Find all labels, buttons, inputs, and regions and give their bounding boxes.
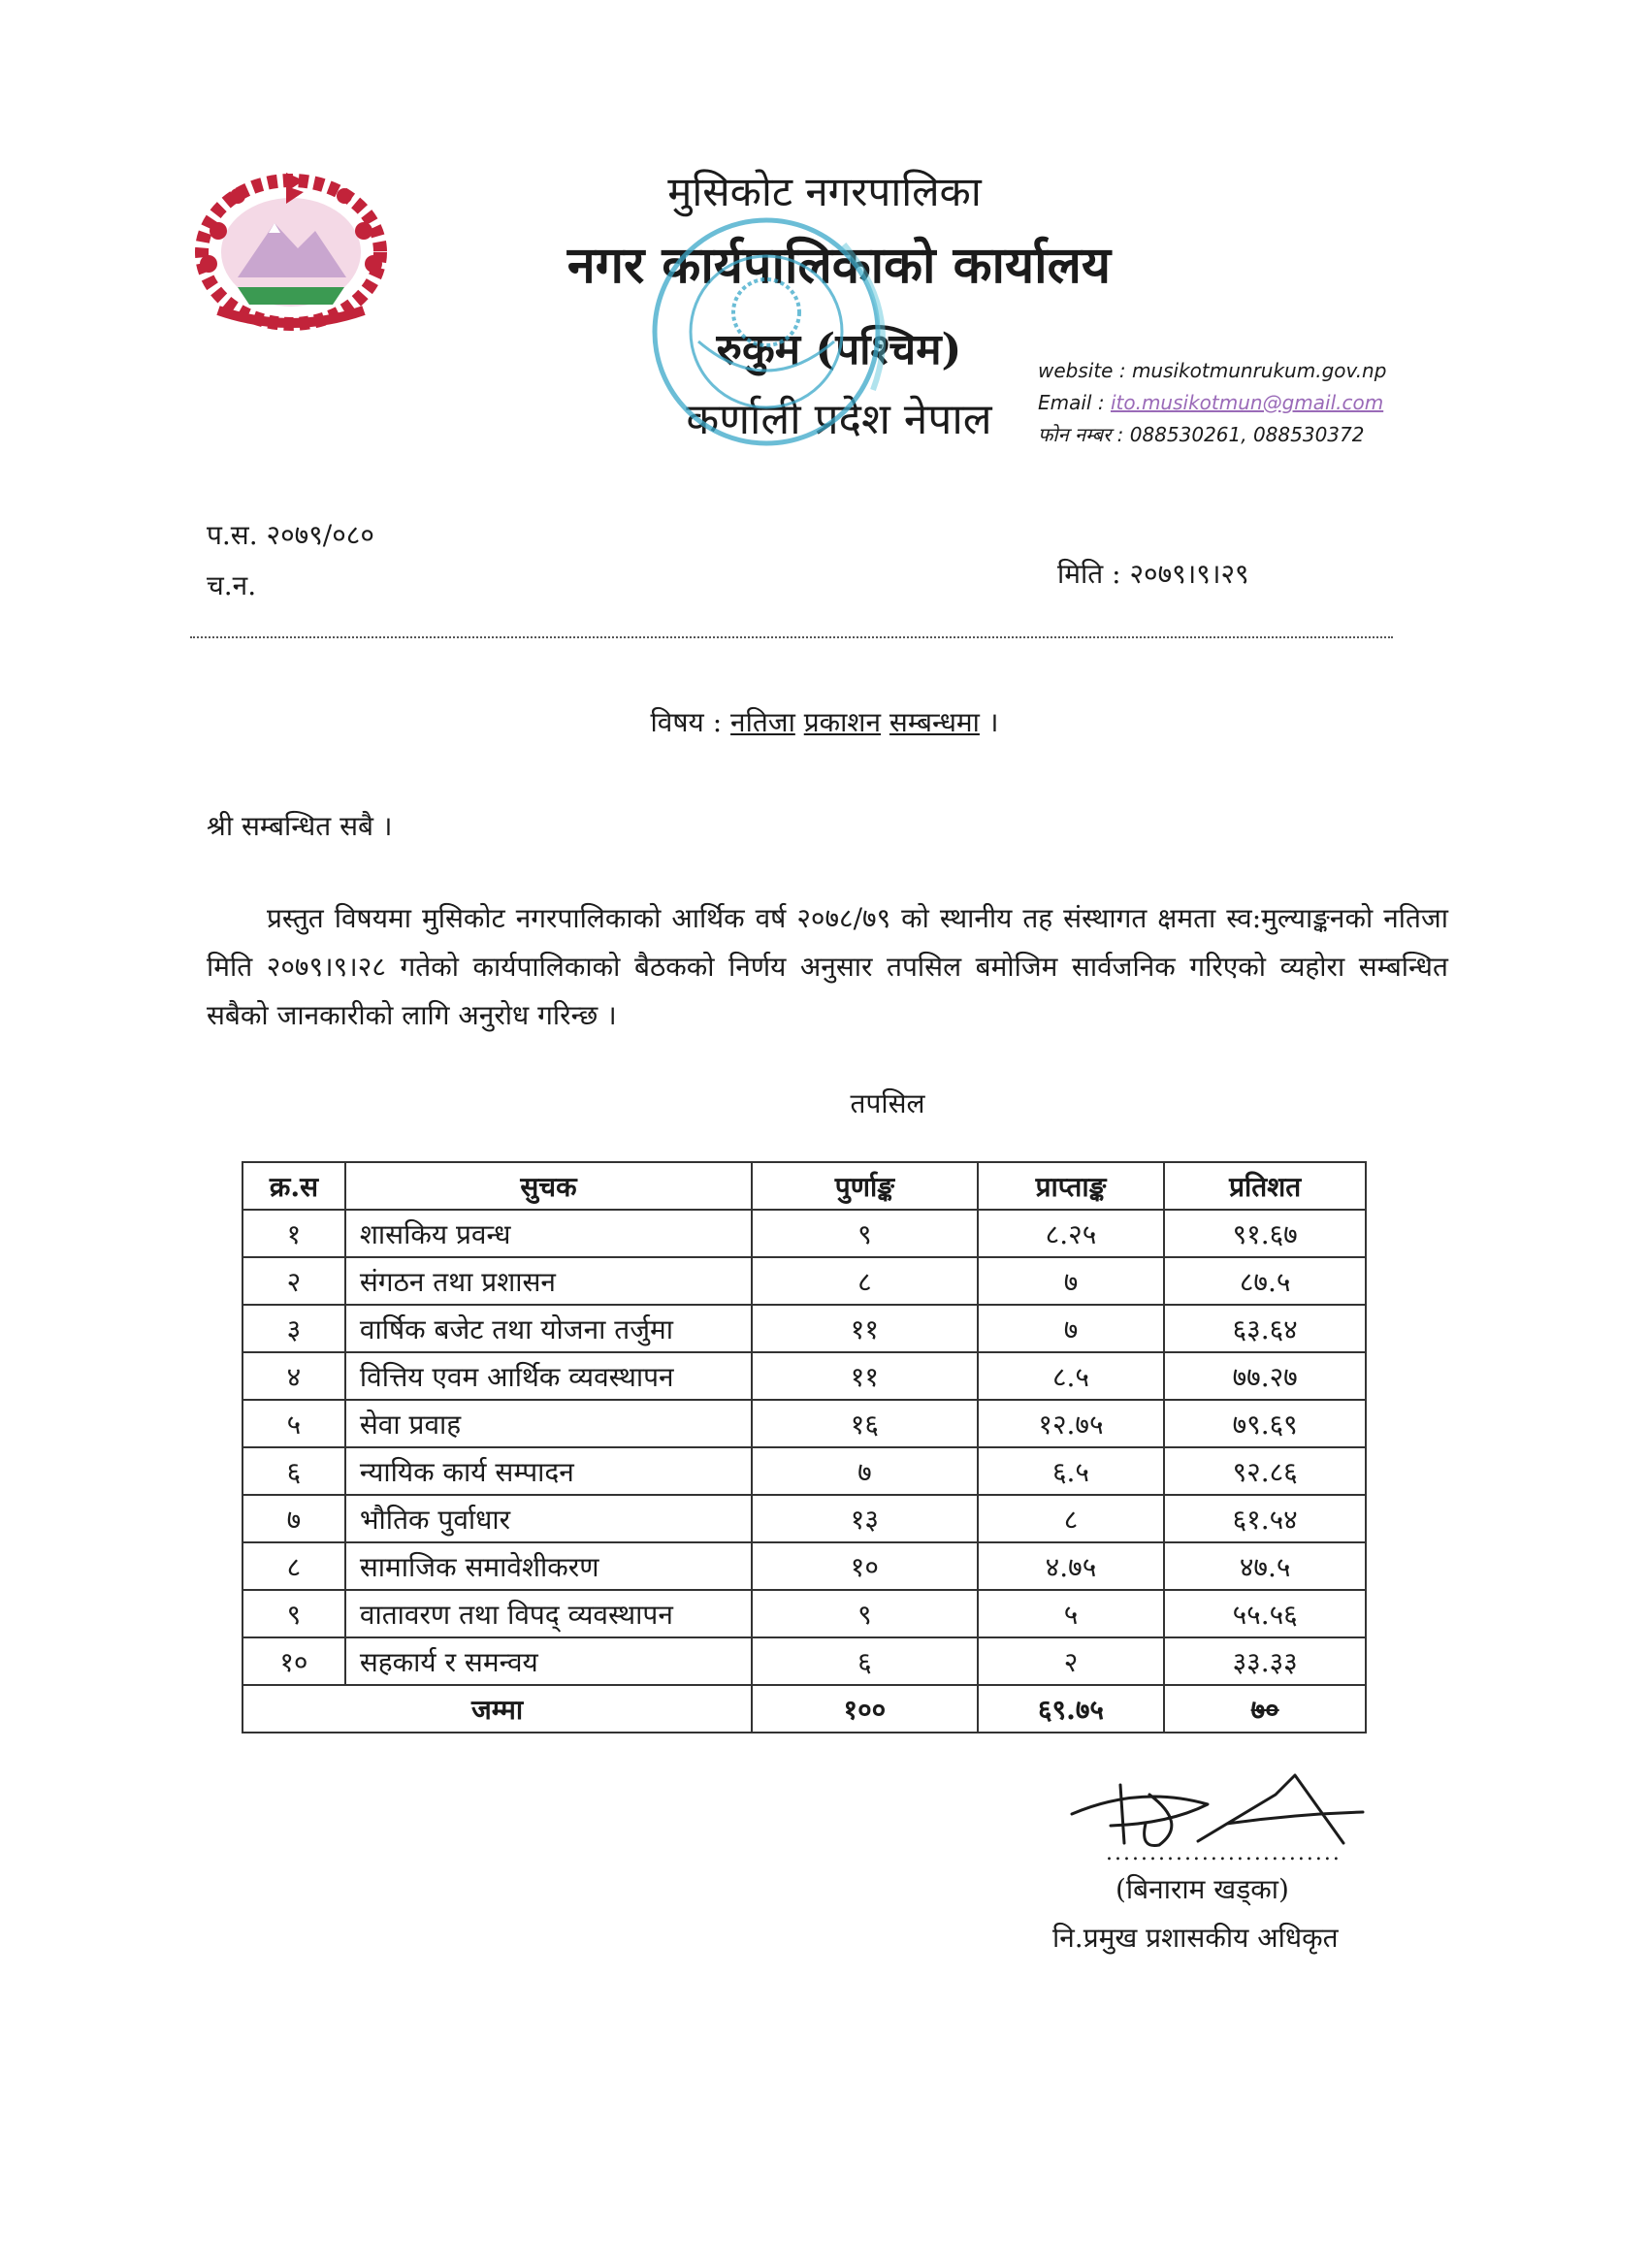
email-link[interactable]: ito.musikotmun@gmail.com	[1110, 391, 1384, 414]
website-line	[1038, 355, 1445, 387]
cell-indicator: सामाजिक समावेशीकरण	[345, 1542, 752, 1590]
header-percent: प्रतिशत	[1164, 1162, 1366, 1210]
phone-value: 088530261, 088530372	[1129, 423, 1365, 446]
cell-full: ६	[752, 1637, 978, 1685]
office-name: नगर कार्यपालिकाको कार्यालय	[566, 236, 1112, 295]
cell-sn: ७	[242, 1495, 345, 1542]
email-line	[1038, 387, 1445, 419]
cell-indicator: वातावरण तथा विपद् व्यवस्थापन	[345, 1590, 752, 1637]
cell-percent: ७९.६९	[1164, 1400, 1366, 1447]
cell-obtained: ७	[978, 1305, 1165, 1352]
letter-date: मिति : २०७९।९।२९	[1057, 558, 1249, 590]
subject-word: प्रकाशन	[803, 706, 882, 738]
cell-indicator: शासकिय प्रवन्ध	[345, 1210, 752, 1257]
table-row	[242, 1257, 1366, 1305]
cell-obtained: ८	[978, 1495, 1165, 1542]
table-row	[242, 1637, 1366, 1685]
cell-obtained: ८.२५	[978, 1210, 1165, 1257]
signatory-title: नि.प्रमुख प्रशासकीय अधिकृत	[1052, 1922, 1339, 1954]
cell-full: ११	[752, 1352, 978, 1400]
subject-label: विषय :	[650, 706, 723, 738]
letter-number: प.स. २०७९/०८०	[207, 519, 374, 551]
cell-indicator: वित्तिय एवम आर्थिक व्यवस्थापन	[345, 1352, 752, 1400]
table-row	[242, 1400, 1366, 1447]
table-row	[242, 1542, 1366, 1590]
subject-line	[0, 703, 1649, 740]
cell-percent: ७७.२७	[1164, 1352, 1366, 1400]
total-percent: ७०	[1164, 1685, 1366, 1733]
contact-block	[1038, 355, 1445, 451]
table-header-row	[242, 1162, 1366, 1210]
cell-sn: ६	[242, 1447, 345, 1495]
subject-word: सम्बन्धमा	[889, 706, 980, 738]
phone-label: फोन नम्बर :	[1038, 423, 1124, 446]
cell-sn: ८	[242, 1542, 345, 1590]
cell-percent: ३३.३३	[1164, 1637, 1366, 1685]
cell-sn: २	[242, 1257, 345, 1305]
subject-word: नतिजा	[730, 706, 795, 738]
table-total-row	[242, 1685, 1366, 1733]
cell-percent: ५५.५६	[1164, 1590, 1366, 1637]
salutation: श्री सम्बन्धित सबै ।	[207, 810, 393, 842]
office-stamp-icon	[640, 206, 922, 468]
cell-indicator: सेवा प्रवाह	[345, 1400, 752, 1447]
cell-sn: ५	[242, 1400, 345, 1447]
table-row	[242, 1495, 1366, 1542]
municipality-name: मुसिकोट नगरपालिका	[667, 168, 982, 215]
district-name: रुकुम (पश्चिम)	[716, 325, 962, 374]
cell-indicator: सहकार्य र समन्वय	[345, 1637, 752, 1685]
cell-full: १६	[752, 1400, 978, 1447]
website-value: musikotmunrukum.gov.np	[1131, 359, 1387, 382]
cell-percent: ८७.५	[1164, 1257, 1366, 1305]
cell-sn: १	[242, 1210, 345, 1257]
cell-sn: १०	[242, 1637, 345, 1685]
table-caption: तपसिल	[850, 1087, 925, 1119]
province-name: कर्णाली प्रदेश नेपाल	[686, 395, 992, 444]
total-full: १००	[752, 1685, 978, 1733]
cell-obtained: ४.७५	[978, 1542, 1165, 1590]
total-obtained: ६९.७५	[978, 1685, 1165, 1733]
header-obtained: प्राप्ताङ्क	[978, 1162, 1165, 1210]
cell-obtained: ६.५	[978, 1447, 1165, 1495]
cell-full: ९	[752, 1210, 978, 1257]
header-divider	[190, 636, 1393, 638]
cell-obtained: ५	[978, 1590, 1165, 1637]
cell-percent: ९२.८६	[1164, 1447, 1366, 1495]
cell-sn: ४	[242, 1352, 345, 1400]
cell-percent: ६१.५४	[1164, 1495, 1366, 1542]
cell-percent: ९१.६७	[1164, 1210, 1366, 1257]
table-body	[242, 1210, 1366, 1733]
cell-percent: ४७.५	[1164, 1542, 1366, 1590]
results-table	[242, 1161, 1367, 1733]
cell-full: ७	[752, 1447, 978, 1495]
table-row	[242, 1447, 1366, 1495]
body-paragraph: प्रस्तुत विषयमा मुसिकोट नगरपालिकाको आर्थिक वर्ष २०७८/७९ को स्थानीय तह संस्थागत क्षमता स्व:मुल्याङ्कनको नतिजा मिति २०७९।९।२८ गतेको कार्यपालिकाको बैठकको निर्णय अनुसार तपसिल बमोजिम सार्वजनिक गरिएको व्यहोरा सम्बन्धित सबैको जानकारीको लागि अनुरोध गरिन्छ ।	[207, 902, 1448, 1031]
cell-full: १३	[752, 1495, 978, 1542]
header-indicator: सुचक	[345, 1162, 752, 1210]
table-row	[242, 1305, 1366, 1352]
cell-sn: ९	[242, 1590, 345, 1637]
cell-sn: ३	[242, 1305, 345, 1352]
cell-full: १०	[752, 1542, 978, 1590]
cell-indicator: संगठन तथा प्रशासन	[345, 1257, 752, 1305]
cell-obtained: ७	[978, 1257, 1165, 1305]
signatory-name: (बिनाराम खड्का)	[1116, 1873, 1289, 1905]
cell-obtained: ८.५	[978, 1352, 1165, 1400]
website-label: website :	[1038, 359, 1126, 382]
cell-full: ११	[752, 1305, 978, 1352]
cell-full: ८	[752, 1257, 978, 1305]
cell-indicator: वार्षिक बजेट तथा योजना तर्जुमा	[345, 1305, 752, 1352]
cell-percent: ६३.६४	[1164, 1305, 1366, 1352]
email-label: Email :	[1038, 391, 1105, 414]
cell-obtained: २	[978, 1637, 1165, 1685]
cell-indicator: न्यायिक कार्य सम्पादन	[345, 1447, 752, 1495]
cell-full: ९	[752, 1590, 978, 1637]
header-sn: क्र.स	[242, 1162, 345, 1210]
total-label: जम्मा	[242, 1685, 752, 1733]
table-row	[242, 1352, 1366, 1400]
phone-line	[1038, 419, 1445, 451]
table-row	[242, 1210, 1366, 1257]
table-row	[242, 1590, 1366, 1637]
reference-block	[207, 510, 374, 611]
cell-indicator: भौतिक पुर्वाधार	[345, 1495, 752, 1542]
signature-dots: ...........................	[1106, 1841, 1342, 1865]
cell-obtained: १२.७५	[978, 1400, 1165, 1447]
header-full-marks: पुर्णाङ्क	[752, 1162, 978, 1210]
dispatch-number: च.न.	[207, 569, 257, 601]
subject-end: ।	[987, 706, 999, 738]
